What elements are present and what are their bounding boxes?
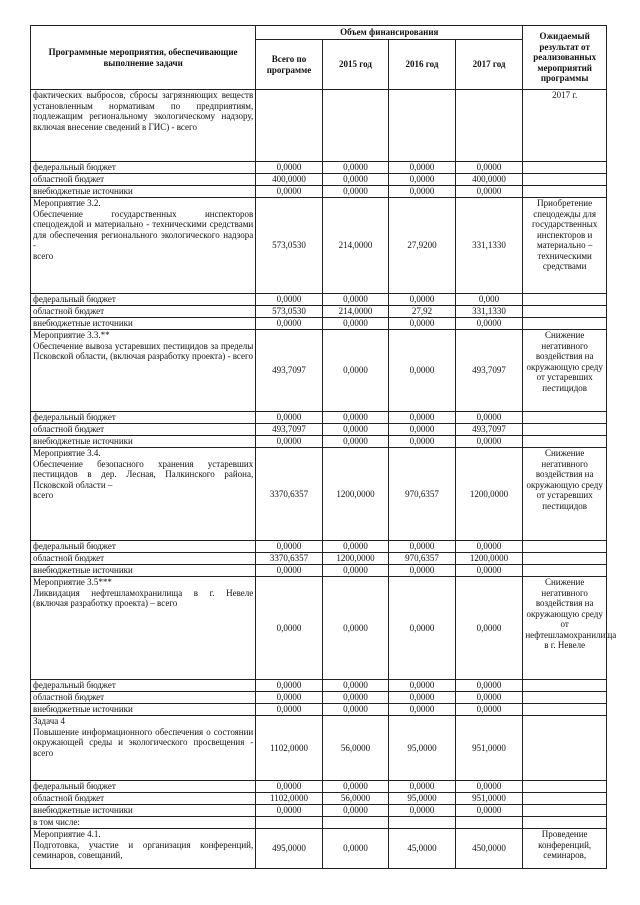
cell-y2016: 0,0000 (389, 781, 456, 793)
table-row-source (31, 781, 607, 793)
table-row-measure (31, 716, 607, 781)
cell-y2017: 951,0000 (455, 793, 523, 805)
row-description: областной бюджет (31, 306, 256, 318)
cell-y2016: 95,0000 (389, 716, 456, 781)
row-result: Снижение негативного воздействия на окружающую среду от устаревших пестицидов (523, 448, 607, 541)
cell-y2015: 0,0000 (322, 294, 389, 306)
cell-y2016: 0,0000 (389, 186, 456, 198)
cell-total: 573,0530 (256, 306, 323, 318)
cell-y2016: 0,0000 (389, 680, 456, 692)
cell-y2017: 0,0000 (455, 162, 523, 174)
row-description: внебюджетные источники (31, 436, 256, 448)
cell-total: 0,0000 (256, 186, 323, 198)
cell-y2016: 0,0000 (389, 412, 456, 424)
header-result: Ожидаемый результат от реализованных мероприятий программы (523, 26, 607, 90)
table-row-source (31, 318, 607, 330)
table-row-source (31, 306, 607, 318)
cell-y2016: 0,0000 (389, 424, 456, 436)
cell-y2016: 0,0000 (389, 436, 456, 448)
cell-result-empty (523, 294, 607, 306)
row-description: федеральный бюджет (31, 541, 256, 553)
cell-total: 0,0000 (256, 541, 323, 553)
cell-total: 0,0000 (256, 565, 323, 577)
cell-total: 3370,6357 (256, 553, 323, 565)
cell-y2017: 0,0000 (455, 704, 523, 716)
row-description: областной бюджет (31, 793, 256, 805)
cell-y2017: 493,7097 (455, 330, 523, 412)
cell-total: 0,0000 (256, 294, 323, 306)
row-description: федеральный бюджет (31, 162, 256, 174)
table-row-source (31, 424, 607, 436)
row-description: внебюджетные источники (31, 318, 256, 330)
cell-y2015 (322, 90, 389, 162)
row-description: Мероприятие 3.5*** Ликвидация нефтешламохранилища в г. Невеле (включая разработку проекта) – всего (31, 577, 256, 680)
table-row-measure (31, 577, 607, 680)
cell-result-empty (523, 162, 607, 174)
cell-total: 0,0000 (256, 436, 323, 448)
cell-y2017: 0,0000 (455, 541, 523, 553)
cell-y2017: 0,0000 (455, 412, 523, 424)
cell-total: 0,0000 (256, 680, 323, 692)
cell-y2016 (389, 817, 456, 829)
cell-y2016: 0,0000 (389, 704, 456, 716)
cell-total: 0,0000 (256, 577, 323, 680)
cell-result-empty (523, 793, 607, 805)
cell-y2015: 0,0000 (322, 424, 389, 436)
cell-total: 495,0000 (256, 829, 323, 869)
cell-y2015: 0,0000 (322, 541, 389, 553)
cell-y2016: 0,0000 (389, 330, 456, 412)
cell-y2015: 0,0000 (322, 577, 389, 680)
table-row-source (31, 541, 607, 553)
cell-total (256, 90, 323, 162)
row-description: федеральный бюджет (31, 412, 256, 424)
cell-result-empty (523, 306, 607, 318)
cell-y2017: 0,0000 (455, 186, 523, 198)
cell-y2015: 0,0000 (322, 186, 389, 198)
cell-result-empty (523, 565, 607, 577)
row-result: 2017 г. (523, 90, 607, 162)
cell-y2016: 45,0000 (389, 829, 456, 869)
cell-y2017: 0,0000 (455, 318, 523, 330)
cell-y2016 (389, 90, 456, 162)
table-row-source (31, 436, 607, 448)
row-description: в том числе: (31, 817, 256, 829)
cell-y2016: 0,0000 (389, 162, 456, 174)
cell-total: 0,0000 (256, 692, 323, 704)
cell-y2015: 0,0000 (322, 692, 389, 704)
cell-y2015: 0,0000 (322, 805, 389, 817)
cell-y2016: 0,0000 (389, 565, 456, 577)
cell-total: 1102,0000 (256, 716, 323, 781)
row-description: внебюджетные источники (31, 704, 256, 716)
cell-y2017: 0,0000 (455, 680, 523, 692)
cell-y2016: 0,0000 (389, 174, 456, 186)
header-financing: Объем финансирования (256, 26, 523, 40)
cell-y2015 (322, 817, 389, 829)
cell-total: 1102,0000 (256, 793, 323, 805)
row-result: Приобретение спецодежды для государственных инспекторов и материально – техническими средствами (523, 198, 607, 294)
table-body (31, 90, 617, 869)
cell-y2016: 0,0000 (389, 805, 456, 817)
cell-y2015: 0,0000 (322, 162, 389, 174)
row-description: областной бюджет (31, 174, 256, 186)
cell-y2016: 0,0000 (389, 541, 456, 553)
table-row-measure (31, 90, 607, 162)
cell-y2017: 331,1330 (455, 306, 523, 318)
header-total: Всего по программе (256, 40, 323, 90)
row-description: федеральный бюджет (31, 294, 256, 306)
cell-y2016: 0,0000 (389, 577, 456, 680)
cell-y2016: 27,9200 (389, 198, 456, 294)
cell-y2016: 0,0000 (389, 692, 456, 704)
cell-y2015: 0,0000 (322, 436, 389, 448)
header-2015: 2015 год (322, 40, 389, 90)
cell-y2017: 0,0000 (455, 577, 523, 680)
row-result: Проведение конференций, семинаров, (523, 829, 607, 869)
cell-y2017: 0,0000 (455, 805, 523, 817)
cell-total: 0,0000 (256, 781, 323, 793)
row-description: Мероприятие 3.2. Обеспечение государственных инспекторов спецодеждой и материально - техническими средствами для обеспечения регионального экологического надзора - всего (31, 198, 256, 294)
cell-y2015: 0,0000 (322, 565, 389, 577)
row-result (523, 716, 607, 781)
cell-total: 493,7097 (256, 330, 323, 412)
row-description: областной бюджет (31, 424, 256, 436)
cell-result-empty (523, 541, 607, 553)
cell-result-empty (523, 817, 607, 829)
cell-result-empty (523, 412, 607, 424)
cell-total: 3370,6357 (256, 448, 323, 541)
header-measures: Программные мероприятия, обеспечивающие выполнение задачи (31, 26, 256, 90)
cell-y2017: 0,0000 (455, 565, 523, 577)
table-row-source (31, 793, 607, 805)
row-description: федеральный бюджет (31, 680, 256, 692)
cell-y2015: 0,0000 (322, 412, 389, 424)
cell-y2017: 0,0000 (455, 436, 523, 448)
cell-result-empty (523, 318, 607, 330)
row-description: областной бюджет (31, 692, 256, 704)
cell-y2016: 0,0000 (389, 294, 456, 306)
table-row-source (31, 412, 607, 424)
cell-total: 573,0530 (256, 198, 323, 294)
table-row-measure (31, 198, 607, 294)
cell-y2017: 450,0000 (455, 829, 523, 869)
cell-result-empty (523, 680, 607, 692)
cell-y2015: 0,0000 (322, 680, 389, 692)
cell-total: 0,0000 (256, 318, 323, 330)
cell-result-empty (523, 174, 607, 186)
table-row-source (31, 692, 607, 704)
cell-result-empty (523, 424, 607, 436)
table-row-measure (31, 448, 607, 541)
row-description: Мероприятие 3.3.** Обеспечение вывоза устаревших пестицидов за пределы Псковской области, (включая разработку проекта) - всего (31, 330, 256, 412)
row-description: внебюджетные источники (31, 186, 256, 198)
cell-y2016: 0,0000 (389, 318, 456, 330)
cell-y2015: 0,0000 (322, 829, 389, 869)
cell-result-empty (523, 186, 607, 198)
row-description: Мероприятие 3.4. Обеспечение безопасного хранения устаревших пестицидов в дер. Лесная, Палкинского района, Псковской области – всего (31, 448, 256, 541)
cell-y2017: 331,1330 (455, 198, 523, 294)
cell-result-empty (523, 553, 607, 565)
table-row-source (31, 174, 607, 186)
cell-y2015: 0,0000 (322, 704, 389, 716)
cell-total: 0,0000 (256, 412, 323, 424)
cell-y2015: 214,0000 (322, 306, 389, 318)
table-row-source (31, 294, 607, 306)
cell-y2015: 56,0000 (322, 716, 389, 781)
cell-y2016: 95,0000 (389, 793, 456, 805)
cell-result-empty (523, 436, 607, 448)
table-row-source (31, 565, 607, 577)
cell-y2017: 493,7097 (455, 424, 523, 436)
row-description: федеральный бюджет (31, 781, 256, 793)
table-row-measure (31, 829, 607, 869)
cell-y2017: 400,0000 (455, 174, 523, 186)
cell-y2015: 1200,0000 (322, 448, 389, 541)
cell-y2016: 27,92 (389, 306, 456, 318)
cell-y2017: 0,000 (455, 294, 523, 306)
cell-y2016: 970,6357 (389, 553, 456, 565)
table-row-measure (31, 330, 607, 412)
header-2017: 2017 год (455, 40, 523, 90)
financing-table (30, 25, 617, 869)
cell-y2015: 0,0000 (322, 781, 389, 793)
table-row-source (31, 680, 607, 692)
cell-total (256, 817, 323, 829)
row-result: Снижение негативного воздействия на окружающую среду от устаревших пестицидов (523, 330, 607, 412)
row-description: внебюджетные источники (31, 565, 256, 577)
cell-total: 493,7097 (256, 424, 323, 436)
table-row-source (31, 162, 607, 174)
table-row-source (31, 704, 607, 716)
cell-y2017: 0,0000 (455, 692, 523, 704)
cell-y2015: 0,0000 (322, 318, 389, 330)
cell-result-empty (523, 781, 607, 793)
cell-result-empty (523, 704, 607, 716)
row-description: внебюджетные источники (31, 805, 256, 817)
row-description: областной бюджет (31, 553, 256, 565)
cell-y2017 (455, 817, 523, 829)
table-row-source (31, 186, 607, 198)
header-2016: 2016 год (389, 40, 456, 90)
row-description: Задача 4 Повышение информационного обеспечения о состоянии окружающей среды и экологического просвещения - всего (31, 716, 256, 781)
cell-y2015: 0,0000 (322, 330, 389, 412)
cell-y2015: 1200,0000 (322, 553, 389, 565)
cell-y2017: 0,0000 (455, 781, 523, 793)
cell-y2017: 1200,0000 (455, 448, 523, 541)
cell-total: 0,0000 (256, 805, 323, 817)
cell-result-empty (523, 805, 607, 817)
cell-y2015: 214,0000 (322, 198, 389, 294)
row-description: Мероприятие 4.1. Подготовка, участие и организация конференций, семинаров, совещаний, (31, 829, 256, 869)
table-row-source (31, 805, 607, 817)
cell-total: 0,0000 (256, 162, 323, 174)
cell-y2017: 951,0000 (455, 716, 523, 781)
cell-y2015: 56,0000 (322, 793, 389, 805)
cell-y2017 (455, 90, 523, 162)
table-row-source (31, 553, 607, 565)
cell-total: 400,0000 (256, 174, 323, 186)
row-description: фактических выбросов, сбросы загрязняющих веществ установленным нормативам по предприятиям, подлежащим региональному экологическому надзору, включая внесение сведений в ГИС) - всего (31, 90, 256, 162)
cell-y2016: 970,6357 (389, 448, 456, 541)
cell-y2015: 0,0000 (322, 174, 389, 186)
cell-result-empty (523, 692, 607, 704)
row-result: Снижение негативного воздействия на окружающую среду от нефтешламохранилища в г. Невеле (523, 577, 607, 680)
cell-total: 0,0000 (256, 704, 323, 716)
table-row-source (31, 817, 607, 829)
cell-y2017: 1200,0000 (455, 553, 523, 565)
